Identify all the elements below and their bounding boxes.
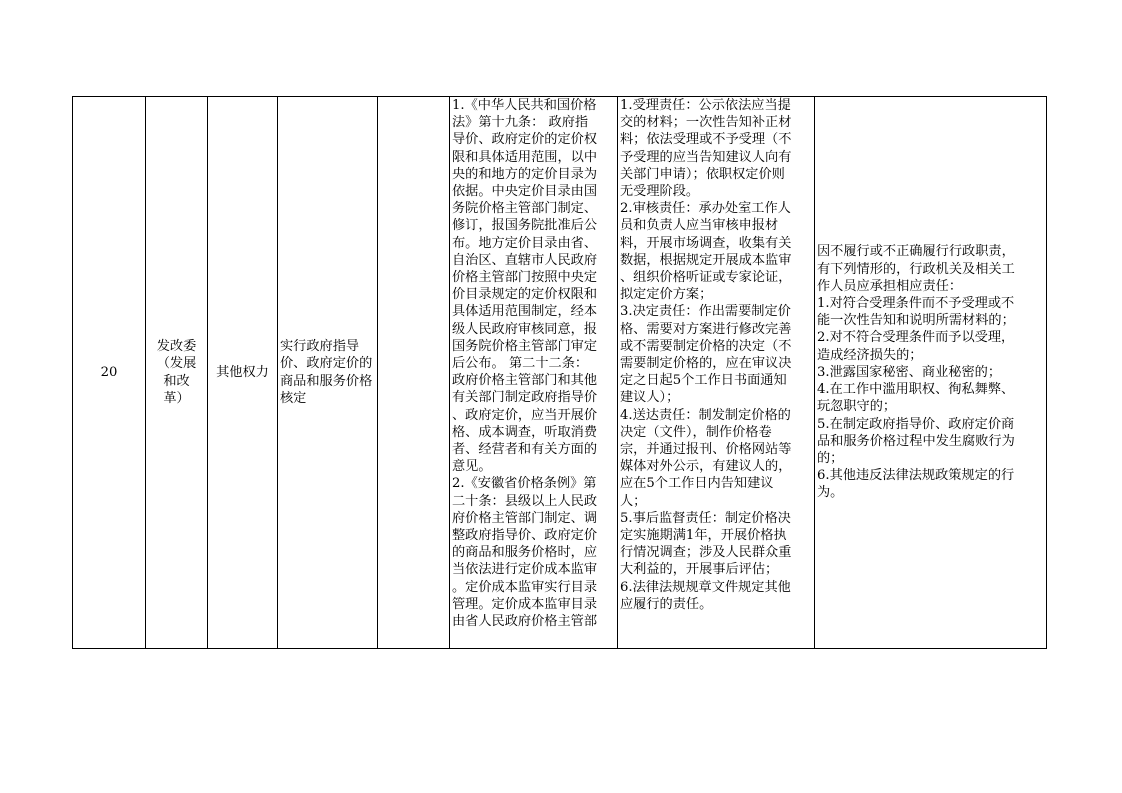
duty-line: 宗，并通过报刊、价格网站等 (620, 442, 792, 458)
duty-line: 定实施期满1年，开展价格执 (620, 528, 787, 544)
accountability-line: 2.对不符合受理条件而予以受理， (817, 330, 1015, 346)
accountability-line: 品和服务价格过程中发生腐败行为 (817, 433, 1015, 449)
duty-line: 数据，根据规定开展成本监审 (620, 252, 792, 268)
duty-line: 料，开展市场调查，收集有关 (620, 235, 792, 251)
basis-line: 法》第十九条： 政府指 (452, 115, 589, 131)
accountability-line: 有下列情形的，行政机关及相关工 (817, 261, 1015, 277)
category-cell (208, 97, 278, 649)
duty-line: 3.决定责任：作出需要制定价 (620, 304, 791, 320)
accountability-line: 1.对符合受理条件而不予受理或不 (817, 296, 1015, 312)
basis-line: 2.《安徽省价格条例》第 (452, 476, 597, 492)
basis-line: 国务院价格主管部门审定 (452, 338, 598, 354)
duty-line: 媒体对外公示，有建议人的， (620, 459, 792, 475)
responsibility-text (620, 97, 812, 613)
duty-line: 决定（文件），制作价格卷 (620, 424, 772, 440)
duty-line: 6.法律法规规章文件规定其他 (620, 579, 791, 595)
duty-line: 需要制定价格的，应在审议决 (620, 356, 792, 372)
basis-line: 具体适用范围制定，经本 (452, 304, 598, 320)
duty-line: 交的材料；一次性告知补正材 (620, 115, 792, 131)
accountability-line: 4.在工作中滥用职权、徇私舞弊、 (817, 382, 1015, 398)
duty-line: 予受理的应当告知建议人向有 (620, 149, 792, 165)
power-list-table (72, 96, 1047, 649)
accountability-line: 造成经济损失的； (817, 347, 923, 363)
duty-line: 、组织价格听证或专家论证， (620, 270, 792, 286)
basis-line: 府价格主管部门制定、调 (452, 510, 598, 526)
basis-line: 依据。中央定价目录由国 (452, 184, 598, 200)
duty-line: 应履行的责任。 (620, 596, 713, 612)
duty-line: 格、需要对方案进行修改完善 (620, 321, 792, 337)
duty-line: 行情况调查；涉及人民群众重 (620, 545, 792, 561)
department-cell (146, 97, 208, 649)
basis-line: 修订，报国务院批准后公 (452, 218, 598, 234)
duty-line: 定之日起5个工作日书面通知 (620, 373, 787, 389)
duty-line: 或不需要制定价格的决定（不 (620, 338, 792, 354)
basis-line: 的商品和服务价格时，应 (452, 545, 598, 561)
accountability-line: 能一次性告知和说明所需材料的； (817, 313, 1015, 329)
power-item-name: 实行政府指导价、政府定价的商品和服务价格核定 (280, 339, 373, 406)
basis-line: 1.《中华人民共和国价格 (452, 98, 597, 113)
duty-line: 4.送达责任：制发制定价格的 (620, 407, 791, 423)
basis-line: 格、成本调查，听取消费 (452, 424, 598, 440)
accountability-line: 的； (817, 450, 844, 466)
basis-line: 当依法进行定价成本监审 (452, 562, 598, 578)
duty-line: 2.审核责任：承办处室工作人 (620, 201, 791, 217)
duty-line: 应在5个工作日内告知建议 (620, 476, 774, 492)
basis-line: 限和具体适用范围，以中 (452, 149, 598, 165)
duty-line: 拟定定价方案； (620, 287, 713, 303)
basis-line: 整政府指导价、政府定价 (452, 528, 598, 544)
sub-item-cell (378, 97, 450, 649)
row-index: 20 (100, 364, 118, 380)
basis-line: 政府价格主管部门和其他 (452, 373, 598, 389)
basis-line: 布。地方定价目录由省、 (452, 235, 598, 251)
basis-line: 意见。 (452, 459, 492, 475)
basis-line: 价格主管部门按照中央定 (452, 270, 598, 286)
legal-basis-cell (450, 97, 618, 649)
responsibility-cell (618, 97, 815, 649)
basis-line: 自治区、直辖市人民政府 (452, 252, 598, 268)
duty-line: 大利益的，开展事后评估； (620, 562, 779, 578)
accountability-line: 5.在制定政府指导价、政府定价商 (817, 416, 1015, 432)
duty-line: 料；依法受理或不予受理（不 (620, 132, 792, 148)
basis-line: 由省人民政府价格主管部 (452, 614, 598, 630)
duty-line: 关部门申请）；依职权定价则 (620, 166, 785, 182)
duty-line: 员和负责人应当审核申报材 (620, 218, 779, 234)
basis-line: 管理。定价成本监审目录 (452, 596, 598, 612)
basis-line: 。定价成本监审实行目录 (452, 579, 598, 595)
power-category: 其他权力 (216, 364, 269, 380)
basis-line: 二十条：县级以上人民政 (452, 493, 598, 509)
legal-basis-text (452, 97, 615, 648)
basis-line: 价目录规定的定价权限和 (452, 287, 598, 303)
basis-line: 有关部门制定政府指导价 (452, 390, 598, 406)
duty-line: 无受理阶段。 (620, 184, 700, 200)
accountability-line: 6.其他违反法律法规政策规定的行 (817, 468, 1015, 484)
table-row (73, 97, 1047, 649)
basis-line: 导价、政府定价的定价权 (452, 132, 598, 148)
duty-line: 5.事后监督责任：制定价格决 (620, 510, 791, 526)
basis-line: 者、经营者和有关方面的 (452, 442, 598, 458)
item-name-cell (278, 97, 378, 649)
basis-line: 务院价格主管部门制定、 (452, 201, 598, 217)
accountability-line: 为。 (817, 485, 844, 501)
basis-line: 级人民政府审核同意，报 (452, 321, 598, 337)
basis-line: 、政府定价，应当开展价 (452, 407, 598, 423)
accountability-text (817, 243, 1044, 501)
accountability-line: 3.泄露国家秘密、商业秘密的； (817, 364, 1002, 380)
basis-line: 后公布。 第二十二条： (452, 356, 589, 372)
duty-line: 1.受理责任：公示依法应当提 (620, 98, 791, 113)
accountability-line: 因不履行或不正确履行行政职责， (817, 244, 1015, 260)
accountability-line: 作人员应承担相应责任： (817, 278, 963, 294)
department-name: 发改委（发展和改革） (156, 339, 197, 406)
basis-line: 央的和地方的定价目录为 (452, 166, 598, 182)
row-index-cell (73, 97, 146, 649)
duty-line: 建议人）； (620, 390, 680, 406)
accountability-line: 玩忽职守的； (817, 399, 897, 415)
accountability-cell (815, 97, 1047, 649)
duty-line: 人； (620, 493, 647, 509)
